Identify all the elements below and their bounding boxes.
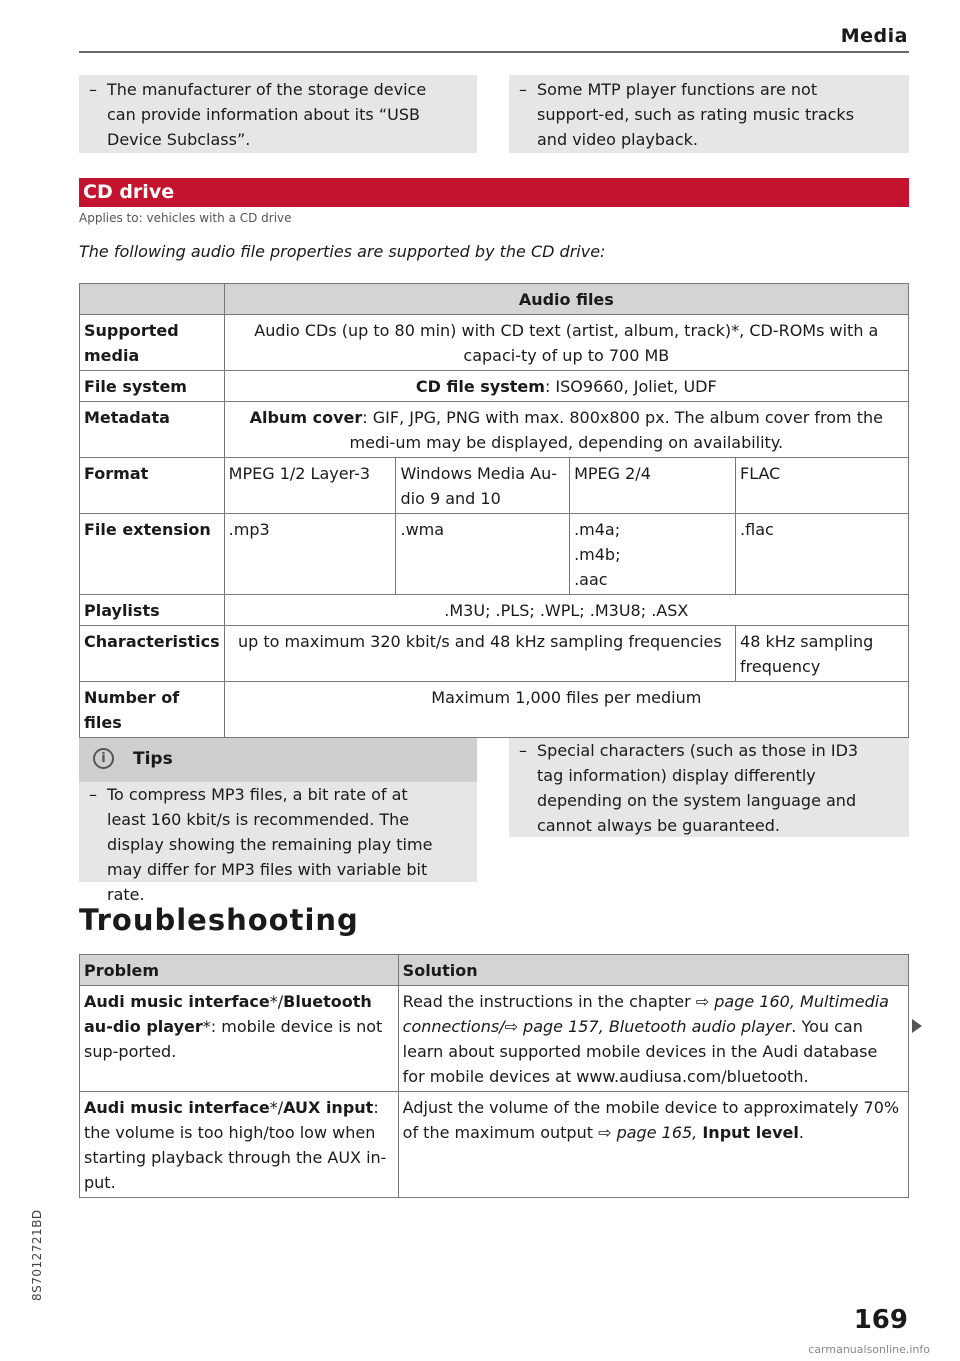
table-cell: FLAC [736, 458, 909, 514]
watermark: carmanualsonline.info [808, 1343, 930, 1356]
table-cell: up to maximum 320 kbit/s and 48 kHz sampling frequencies [224, 626, 735, 682]
page-number: 169 [853, 1305, 908, 1335]
page-reference-link[interactable]: ⇨ page 165, [598, 1123, 703, 1142]
row-label: Number of files [80, 682, 225, 738]
continue-arrow-icon [912, 1019, 922, 1033]
table-cell: .flac [736, 514, 909, 595]
cell-text: */ [269, 992, 284, 1011]
cell-text: */ [269, 1098, 284, 1117]
cell-text: Read the instructions in the chapter [402, 992, 696, 1011]
table-cell [570, 514, 736, 595]
bold-term: AUX input [283, 1098, 374, 1117]
problem-cell [80, 986, 399, 1092]
solution-cell [398, 1092, 908, 1198]
table-cell: 48 kHz sampling frequency [736, 626, 909, 682]
troubleshooting-heading: Troubleshooting [79, 903, 359, 937]
bold-term: Album cover [249, 408, 363, 427]
cell-text: . [798, 1123, 804, 1142]
row-label: Metadata [80, 402, 225, 458]
note-text: The manufacturer of the storage device can provide information about its “USB Device Subclass”. [107, 80, 427, 149]
row-label: File system [80, 371, 225, 402]
info-icon: i [93, 748, 114, 769]
cell-line: .m4a; [574, 520, 621, 539]
table-header: Audio files [224, 284, 908, 315]
bold-term: Bluetooth au-dio player [84, 992, 372, 1036]
table-cell: Windows Media Au-dio 9 and 10 [396, 458, 570, 514]
problem-cell [80, 1092, 399, 1198]
bold-term: Audi music interface [84, 992, 270, 1011]
tip-text: To compress MP3 files, a bit rate of at least 160 kbit/s is recommended. The display showing the remaining play time may differ for MP3 files with variable bit rate. [107, 785, 433, 904]
table-cell: .M3U; .PLS; .WPL; .M3U8; .ASX [224, 595, 908, 626]
row-label: Playlists [80, 595, 225, 626]
section-title: CD drive [79, 178, 909, 207]
row-label: Format [80, 458, 225, 514]
tips-label: Tips [133, 749, 173, 769]
cell-text: . You can learn about supported mobile devices in the Audi database for mobile devices at www.audiusa.com/bluetooth. [402, 1017, 878, 1086]
tip-text: Special characters (such as those in ID3 tag information) display differently depending on the system language and cannot always be guaranteed. [537, 741, 859, 835]
table-cell: MPEG 1/2 Layer-3 [224, 458, 396, 514]
table-cell [224, 371, 908, 402]
applies-to: Applies to: vehicles with a CD drive [79, 211, 292, 225]
solution-cell [398, 986, 908, 1092]
note-box-right: – Some MTP player functions are not support-ed, such as rating music tracks and video playback. [509, 75, 909, 153]
audio-files-table [79, 283, 909, 738]
cell-text: *: mobile device is not sup-ported. [84, 1017, 383, 1061]
tips-box-right: – Special characters (such as those in ID3 tag information) display differently depending on the system language and cannot always be guaranteed. [509, 738, 909, 837]
column-header-solution: Solution [398, 955, 908, 986]
page-reference-link[interactable]: ⇨ page 160, Multimedia connections/ [402, 992, 889, 1036]
document-code: 8S7012721BD [30, 1209, 44, 1301]
intro-text: The following audio file properties are supported by the CD drive: [79, 242, 606, 261]
header-rule [79, 51, 909, 53]
bold-term: CD file system [415, 377, 545, 396]
table-cell [224, 402, 908, 458]
cell-line: .aac [574, 570, 608, 589]
running-header: Media [840, 25, 908, 47]
cell-text: : ISO9660, Joliet, UDF [544, 377, 717, 396]
note-box-left: – The manufacturer of the storage device can provide information about its “USB Device Subclass”. [79, 75, 477, 153]
table-cell: .wma [396, 514, 570, 595]
column-header-problem: Problem [80, 955, 399, 986]
cell-text: : the volume is too high/too low when starting playback through the AUX in-put. [84, 1098, 387, 1192]
note-text: Some MTP player functions are not support-ed, such as rating music tracks and video playback. [537, 80, 855, 149]
table-cell: Audio CDs (up to 80 min) with CD text (artist, album, track)*, CD-ROMs with a capaci-ty of up to 700 MB [224, 315, 908, 371]
table-header-blank [80, 284, 225, 315]
bold-term: Audi music interface [84, 1098, 270, 1117]
row-label: Supported media [80, 315, 225, 371]
table-cell: .mp3 [224, 514, 396, 595]
row-label: File extension [80, 514, 225, 595]
table-cell: Maximum 1,000 files per medium [224, 682, 908, 738]
table-cell: MPEG 2/4 [570, 458, 736, 514]
bold-term: Input level [702, 1123, 799, 1142]
tips-box-left: – To compress MP3 files, a bit rate of at least 160 kbit/s is recommended. The display showing the remaining play time may differ for MP3 files with variable bit rate. [79, 782, 477, 882]
cell-text: : GIF, JPG, PNG with max. 800x800 px. The album cover from the medi-um may be displayed, depending on availability. [349, 408, 883, 452]
cell-line: .m4b; [574, 545, 621, 564]
cell-text: Adjust the volume of the mobile device to approximately 70% of the maximum output [402, 1098, 900, 1142]
troubleshooting-table [79, 954, 909, 1198]
row-label: Characteristics [80, 626, 225, 682]
page-reference-link[interactable]: ⇨ page 157, Bluetooth audio player [504, 1017, 792, 1036]
tips-header [79, 738, 477, 782]
